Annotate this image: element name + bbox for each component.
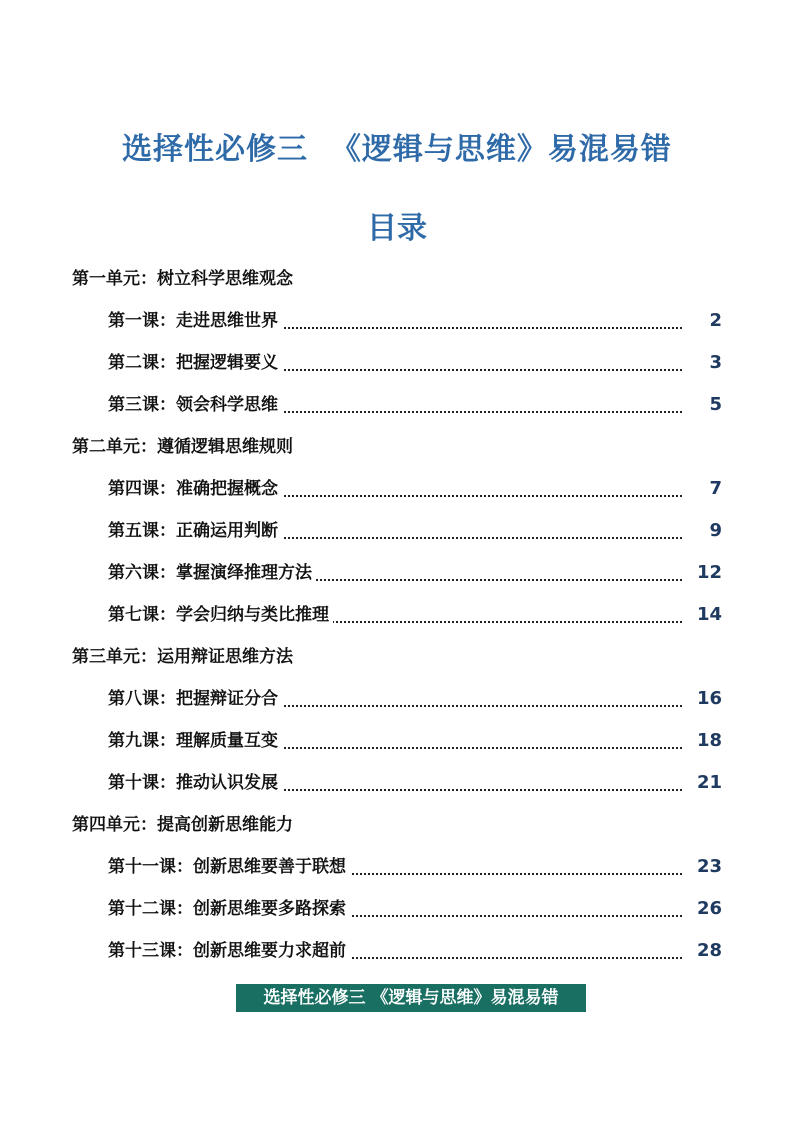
toc-lesson-5[interactable] bbox=[0, 510, 794, 552]
lesson-title: 第三课：领会科学思维 bbox=[108, 384, 282, 426]
toc-lesson-1[interactable] bbox=[0, 300, 794, 342]
lesson-title: 第一课：走进思维世界 bbox=[108, 300, 282, 342]
page-number: 28 bbox=[696, 940, 722, 961]
toc-lesson-9[interactable] bbox=[0, 720, 794, 762]
page-number: 16 bbox=[696, 688, 722, 709]
footer-banner: 选择性必修三 《逻辑与思维》易混易错 bbox=[236, 984, 586, 1012]
page-number: 3 bbox=[709, 352, 722, 373]
lesson-title: 第十课：推动认识发展 bbox=[108, 762, 282, 804]
toc-lesson-2[interactable] bbox=[0, 342, 794, 384]
toc-lesson-6[interactable] bbox=[0, 552, 794, 594]
lesson-title: 第七课：学会归纳与类比推理 bbox=[108, 594, 333, 636]
lesson-title: 第九课：理解质量互变 bbox=[108, 720, 282, 762]
toc-unit-4[interactable]: 第四单元：提高创新思维能力 bbox=[72, 815, 293, 835]
toc-lesson-13[interactable] bbox=[0, 930, 794, 972]
page-number: 18 bbox=[696, 730, 722, 751]
toc-lesson-7[interactable] bbox=[0, 594, 794, 636]
toc-lesson-8[interactable] bbox=[0, 678, 794, 720]
lesson-title: 第五课：正确运用判断 bbox=[108, 510, 282, 552]
page-number: 23 bbox=[696, 856, 722, 877]
toc-lesson-3[interactable] bbox=[0, 384, 794, 426]
toc-lesson-12[interactable] bbox=[0, 888, 794, 930]
toc-lesson-11[interactable] bbox=[0, 846, 794, 888]
page-number: 12 bbox=[696, 562, 722, 583]
toc-heading: 目录 bbox=[367, 211, 427, 246]
toc-unit-3[interactable]: 第三单元：运用辩证思维方法 bbox=[72, 647, 293, 667]
page-number: 21 bbox=[696, 772, 722, 793]
lesson-title: 第六课：掌握演绎推理方法 bbox=[108, 552, 316, 594]
page-number: 14 bbox=[696, 604, 722, 625]
page-number: 9 bbox=[709, 520, 722, 541]
page-number: 7 bbox=[709, 478, 722, 499]
lesson-title: 第四课：准确把握概念 bbox=[108, 468, 282, 510]
table-of-contents bbox=[0, 258, 794, 972]
lesson-title: 第十一课：创新思维要善于联想 bbox=[108, 846, 350, 888]
toc-unit-2[interactable]: 第二单元：遵循逻辑思维规则 bbox=[72, 437, 293, 457]
lesson-title: 第八课：把握辩证分合 bbox=[108, 678, 282, 720]
page-number: 26 bbox=[696, 898, 722, 919]
toc-lesson-4[interactable] bbox=[0, 468, 794, 510]
toc-lesson-10[interactable] bbox=[0, 762, 794, 804]
lesson-title: 第二课：把握逻辑要义 bbox=[108, 342, 282, 384]
page-number: 5 bbox=[709, 394, 722, 415]
lesson-title: 第十三课：创新思维要力求超前 bbox=[108, 930, 350, 972]
lesson-title: 第十二课：创新思维要多路探索 bbox=[108, 888, 350, 930]
page-number: 2 bbox=[709, 310, 722, 331]
toc-unit-1[interactable]: 第一单元：树立科学思维观念 bbox=[72, 269, 293, 289]
document-title: 选择性必修三 《逻辑与思维》易混易错 bbox=[122, 132, 672, 167]
